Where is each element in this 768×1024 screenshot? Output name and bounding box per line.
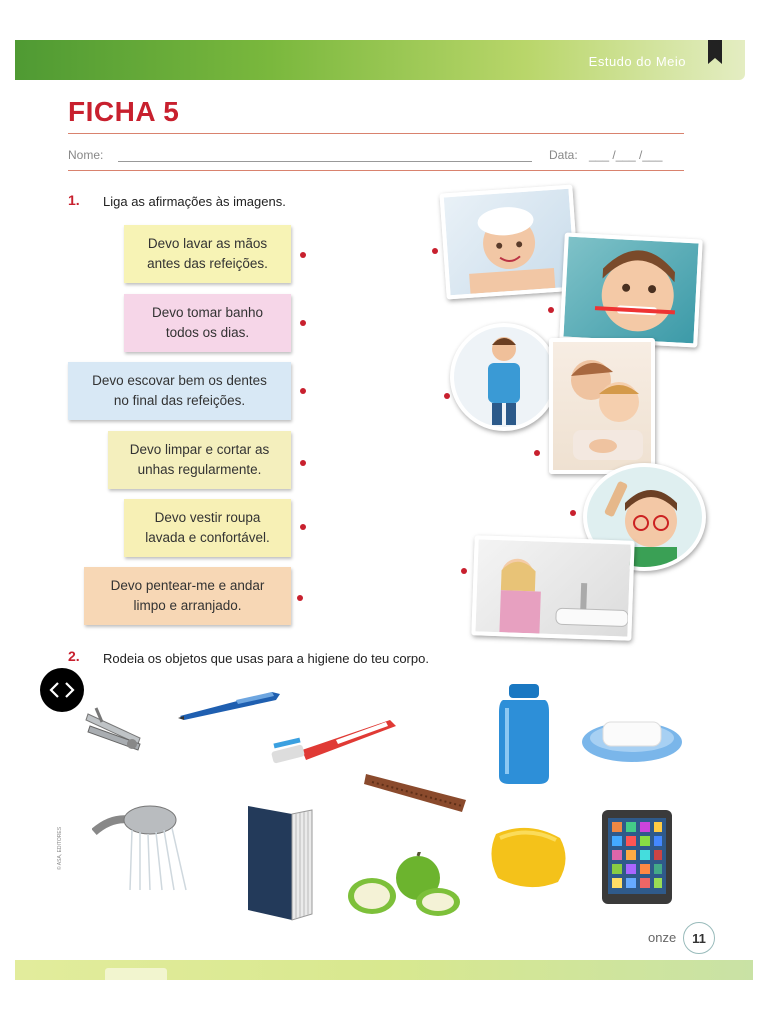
shower-head-object[interactable] — [92, 796, 198, 892]
comb-object[interactable] — [362, 760, 472, 820]
connect-dot-left-2[interactable] — [300, 320, 306, 326]
statement-line: Devo lavar as mãos — [147, 236, 268, 251]
code-nav-button[interactable] — [40, 668, 84, 712]
connect-dot-right-4[interactable] — [534, 450, 540, 456]
name-rule — [68, 170, 684, 171]
connect-dot-right-6[interactable] — [461, 568, 467, 574]
exercise2-instruction: Rodeia os objetos que usas para a higiene do teu corpo. — [103, 651, 429, 666]
exercise2-number: 2. — [68, 648, 80, 664]
page-word: onze — [648, 930, 677, 945]
connect-dot-left-3[interactable] — [300, 388, 306, 394]
name-label: Nome: — [68, 148, 104, 162]
statement-line: Devo vestir roupa — [154, 510, 261, 525]
connect-dot-left-6[interactable] — [297, 595, 303, 601]
connect-dot-left-1[interactable] — [300, 252, 306, 258]
girl-washing-hands-photo — [471, 535, 634, 641]
soap-object[interactable] — [579, 710, 685, 766]
connect-dot-right-1[interactable] — [432, 248, 438, 254]
statement-line: Devo pentear-me e andar — [110, 578, 265, 593]
connect-dot-right-3[interactable] — [444, 393, 450, 399]
connect-dot-left-4[interactable] — [300, 460, 306, 466]
nail-clipper-object[interactable] — [82, 700, 148, 760]
date-field[interactable]: ___ /___ /___ — [589, 148, 663, 162]
copyright-note: © ASA, EDITORES — [57, 826, 63, 870]
connect-dot-right-5[interactable] — [570, 510, 576, 516]
statement-card-1[interactable] — [124, 225, 291, 283]
name-field[interactable] — [118, 161, 532, 162]
statement-line: todos os dias. — [165, 325, 250, 340]
shampoo-bottle-object[interactable] — [497, 682, 551, 786]
statement-card-2[interactable] — [124, 294, 291, 352]
statement-line: lavada e confortável. — [145, 530, 270, 545]
statement-line: Devo tomar banho — [151, 305, 264, 320]
sheet-title: FICHA 5 — [68, 96, 180, 127]
exercise1-number: 1. — [68, 192, 80, 208]
statement-line: limpo e arranjado. — [133, 598, 242, 613]
title-rule — [68, 133, 684, 134]
statement-card-6[interactable] — [84, 567, 291, 625]
boy-in-clean-clothes-photo — [450, 323, 558, 431]
statement-line: unhas regularmente. — [137, 462, 262, 477]
child-washing-hair-photo — [439, 184, 579, 299]
page-number: 11 — [683, 922, 715, 954]
tablet-object[interactable] — [600, 808, 674, 906]
child-brushing-teeth-photo — [559, 232, 702, 347]
code-brackets-icon — [49, 681, 75, 699]
subject-label: Estudo do Meio — [588, 54, 686, 69]
statement-line: no final das refeições. — [113, 393, 246, 408]
mother-cutting-nails-photo — [549, 338, 655, 474]
statement-card-3[interactable] — [68, 362, 291, 420]
statement-line: Devo escovar bem os dentes — [92, 373, 267, 388]
statement-card-5[interactable] — [124, 499, 291, 557]
connect-dot-right-2[interactable] — [548, 307, 554, 313]
statement-line: antes das refeições. — [147, 256, 268, 271]
connect-dot-left-5[interactable] — [300, 524, 306, 530]
statement-card-4[interactable] — [108, 431, 291, 489]
apples-object[interactable] — [346, 852, 462, 918]
sponge-object[interactable] — [488, 820, 574, 894]
date-label: Data: — [549, 148, 578, 162]
bookmark-icon[interactable] — [708, 40, 722, 58]
statement-line: Devo limpar e cortar as — [129, 442, 270, 457]
footer-tab — [105, 968, 167, 980]
book-object[interactable] — [244, 800, 316, 922]
exercise1-instruction: Liga as afirmações às imagens. — [103, 194, 286, 209]
